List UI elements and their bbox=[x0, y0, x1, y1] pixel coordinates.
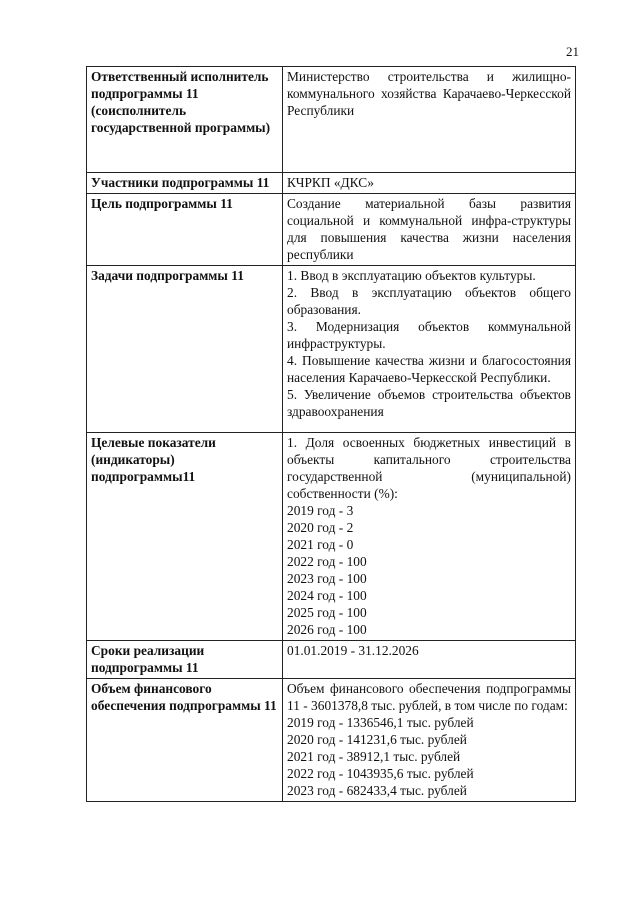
row-value-financing-volume bbox=[283, 679, 576, 802]
value-line: КЧРКП «ДКС» bbox=[287, 175, 374, 190]
row-value-goal bbox=[283, 194, 576, 266]
row-label-financing-volume: Объем финансового обеспечения подпрограммы 11 bbox=[87, 679, 283, 802]
value-line: 1. Ввод в эксплуатацию объектов культуры. bbox=[287, 268, 536, 283]
row-label-participants: Участники подпрограммы 11 bbox=[87, 173, 283, 194]
value-line: Объем финансового обеспечения подпрограммы 11 - 3601378,8 тыс. рублей, в том числе по годам: bbox=[287, 681, 571, 713]
row-label-target-indicators: Целевые показатели (индикаторы) подпрограммы11 bbox=[87, 433, 283, 641]
value-line: 2019 год - 3 bbox=[287, 503, 354, 518]
table-row bbox=[87, 194, 576, 266]
value-line: 2026 год - 100 bbox=[287, 622, 367, 637]
row-label-tasks: Задачи подпрограммы 11 bbox=[87, 266, 283, 433]
value-line: 4. Повышение качества жизни и благосостояния населения Карачаево-Черкесской Республики. bbox=[287, 353, 571, 385]
value-line: 2. Ввод в эксплуатацию объектов общего образования. bbox=[287, 285, 571, 317]
table-row bbox=[87, 679, 576, 802]
value-line: Министерство строительства и жилищно-коммунального хозяйства Карачаево-Черкесской Республики bbox=[287, 69, 571, 118]
page-number: 21 bbox=[566, 44, 579, 59]
table-row bbox=[87, 173, 576, 194]
value-line: 1. Доля освоенных бюджетных инвестиций в объекты капитального строительства государственной (муниципальной) собственности (%): bbox=[287, 435, 571, 501]
value-line: 2023 год - 100 bbox=[287, 571, 367, 586]
subprogram-passport-table bbox=[86, 66, 576, 802]
row-label-implementation-period: Сроки реализации подпрограммы 11 bbox=[87, 641, 283, 679]
row-label-goal: Цель подпрограммы 11 bbox=[87, 194, 283, 266]
table-row bbox=[87, 641, 576, 679]
row-value-implementation-period bbox=[283, 641, 576, 679]
value-line: 2020 год - 141231,6 тыс. рублей bbox=[287, 732, 467, 747]
value-line: 2022 год - 100 bbox=[287, 554, 367, 569]
value-line: 5. Увеличение объемов строительства объектов здравоохранения bbox=[287, 387, 571, 419]
row-value-tasks bbox=[283, 266, 576, 433]
table-row bbox=[87, 266, 576, 433]
row-value-target-indicators bbox=[283, 433, 576, 641]
row-value-responsible-executor bbox=[283, 67, 576, 173]
value-line: Создание материальной базы развития социальной и коммунальной инфра-структуры для повышения качества жизни населения республики bbox=[287, 196, 571, 262]
value-line: 2024 год - 100 bbox=[287, 588, 367, 603]
value-line: 2025 год - 100 bbox=[287, 605, 367, 620]
value-line: 01.01.2019 - 31.12.2026 bbox=[287, 643, 419, 658]
table-row bbox=[87, 433, 576, 641]
value-line: 2023 год - 682433,4 тыс. рублей bbox=[287, 783, 467, 798]
row-label-responsible-executor: Ответственный исполнитель подпрограммы 11 (соисполнитель государственной программы) bbox=[87, 67, 283, 173]
value-line: 2021 год - 38912,1 тыс. рублей bbox=[287, 749, 461, 764]
value-line: 2020 год - 2 bbox=[287, 520, 354, 535]
table-row bbox=[87, 67, 576, 173]
row-value-participants bbox=[283, 173, 576, 194]
value-line: 2019 год - 1336546,1 тыс. рублей bbox=[287, 715, 474, 730]
value-line: 3. Модернизация объектов коммунальной инфраструктуры. bbox=[287, 319, 571, 351]
value-line: 2022 год - 1043935,6 тыс. рублей bbox=[287, 766, 474, 781]
value-line: 2021 год - 0 bbox=[287, 537, 354, 552]
